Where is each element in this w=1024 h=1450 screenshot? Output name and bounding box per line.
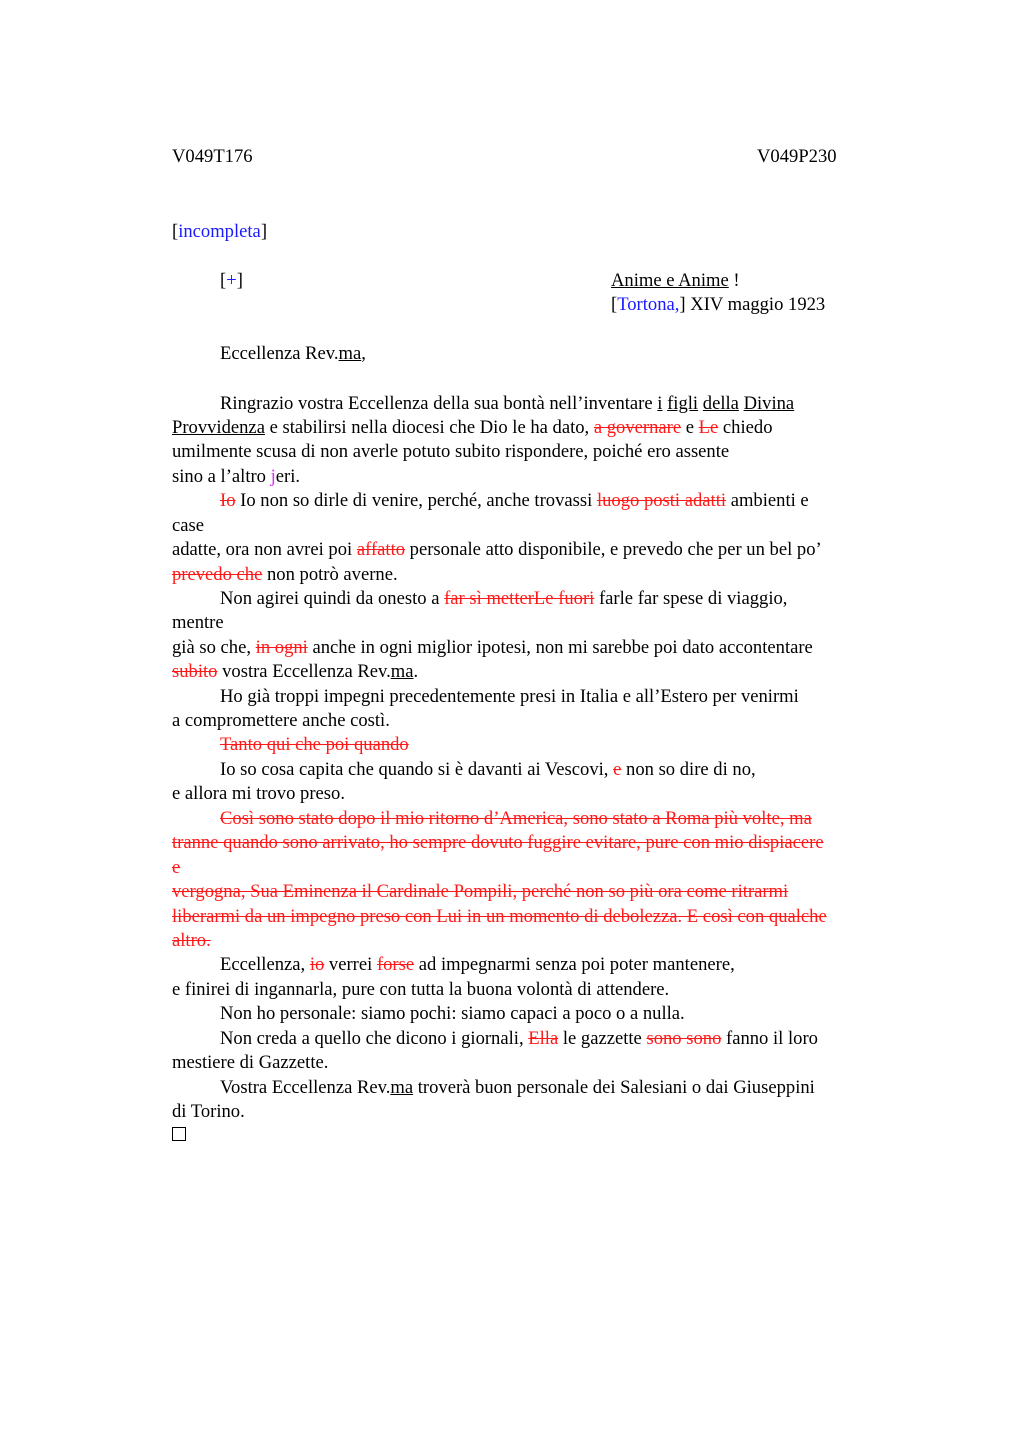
salutation-abbrev: ma	[338, 343, 362, 364]
deleted-text: affatto	[356, 539, 406, 560]
underlined-word: Divina	[743, 393, 795, 414]
p7-deleted-line1: Così sono stato dopo il mio ritorno d’America, sono stato a Roma più volte, ma	[220, 808, 812, 829]
document-code-right: V049P230	[757, 146, 837, 167]
text: già so che,	[172, 637, 256, 658]
p7-deleted-line5: liberarmi da un impegno preso con Lui in un momento di debolezza. E così con qualche	[172, 906, 827, 927]
p1-line1	[220, 392, 794, 416]
deleted-text: in ogni	[255, 637, 308, 658]
deleted-text: forse	[376, 954, 415, 975]
deleted-text: sono sono	[646, 1028, 722, 1049]
text: chiedo	[718, 417, 773, 438]
place-text: Tortona,	[617, 294, 680, 315]
text: Io non so dirle di venire, perché, anche trovassi	[235, 490, 597, 511]
text: Vostra Eccellenza Rev.	[220, 1077, 391, 1098]
p4-line1: Ho già troppi impegni precedentemente presi in Italia e all’Estero per venirmi	[220, 686, 799, 707]
deleted-text: Ella	[528, 1028, 559, 1049]
text: adatte, ora non avrei poi	[172, 539, 357, 560]
deleted-text: prevedo che	[172, 564, 263, 585]
p7-deleted-line2: tranne quando sono arrivato, ho sempre dovuto fuggire evitare, pure con mio dispiacere	[172, 832, 824, 853]
text: Io so cosa capita che quando si è davanti ai Vescovi,	[220, 759, 614, 780]
underlined-word: figli	[667, 393, 699, 414]
salutation-text: Eccellenza Rev.	[220, 343, 339, 364]
p7-deleted-line4: vergogna, Sua Eminenza il Cardinale Pompili, perché non so più ora come ritrarmi	[172, 881, 789, 902]
text: farle far spese di viaggio,	[594, 588, 788, 609]
text: le gazzette	[558, 1028, 647, 1049]
p3-line2: mentre	[172, 612, 224, 633]
p1-line3: umilmente scusa di non averle potuto subito rispondere, poiché ero assente	[172, 441, 730, 462]
text: Ringrazio vostra Eccellenza della sua bontà nell’inventare	[220, 393, 658, 414]
corrected-letter: j	[270, 466, 276, 487]
deleted-text: e	[613, 759, 622, 780]
cross-mark	[220, 270, 243, 292]
p5-deleted-line: Tanto qui che poi quando	[220, 734, 409, 755]
bracket-close: ]	[260, 221, 268, 242]
bracket-close: ]	[236, 270, 243, 291]
text: verrei	[324, 954, 377, 975]
p8-line1	[220, 953, 735, 977]
p3-line1	[220, 587, 787, 611]
text: Non creda a quello che dicono i giornali,	[220, 1028, 529, 1049]
text: Eccellenza,	[220, 954, 310, 975]
square-icon	[172, 1127, 186, 1141]
p3-line3	[172, 636, 813, 660]
text: non so dire di no,	[621, 759, 756, 780]
text: e	[681, 417, 699, 438]
p11-line2: di Torino.	[172, 1101, 245, 1122]
text: sino a l’altro	[172, 466, 271, 487]
underlined-abbrev: ma	[390, 1077, 414, 1098]
deleted-text: luogo posti adatti	[596, 490, 727, 511]
bracket-open: [	[172, 221, 179, 242]
deleted-text: Le	[698, 417, 719, 438]
status-note	[172, 221, 267, 243]
p3-line4	[172, 660, 418, 684]
p1-line4	[172, 465, 300, 489]
p2-line4	[172, 563, 398, 587]
deleted-text: Io	[220, 490, 236, 511]
text: vostra Eccellenza Rev.	[217, 661, 391, 682]
text: fanno il loro	[721, 1028, 818, 1049]
date-text: ] XIV maggio 1923	[679, 294, 826, 315]
bracket-open: [	[220, 270, 227, 291]
text: ad impegnarmi senza poi poter mantenere,	[414, 954, 735, 975]
p11-line1	[220, 1076, 815, 1100]
p7-deleted-line6: altro.	[172, 930, 211, 951]
p10-line2: mestiere di Gazzette.	[172, 1052, 329, 1073]
p2-line3	[172, 538, 822, 562]
place-date	[611, 294, 825, 316]
underlined-word: della	[702, 393, 739, 414]
deleted-text: io	[309, 954, 325, 975]
motto-text: Anime e Anime	[611, 270, 729, 291]
deleted-text: far sì metterLe fuori	[444, 588, 595, 609]
p4-line2: a compromettere anche costì.	[172, 710, 390, 731]
salutation	[220, 343, 366, 365]
underlined-word: Provvidenza	[172, 417, 265, 438]
motto-suffix: !	[728, 270, 740, 291]
cross-symbol: +	[226, 270, 237, 291]
end-box-icon	[172, 1124, 186, 1148]
deleted-text: subito	[172, 661, 218, 682]
text: ambienti e	[726, 490, 809, 511]
text: anche in ogni miglior ipotesi, non mi sarebbe poi dato accontentare	[307, 637, 813, 658]
document-code-left: V049T176	[172, 146, 253, 167]
p8-line2: e finirei di ingannarla, pure con tutta la buona volontà di attendere.	[172, 979, 670, 1000]
p1-line2	[172, 416, 773, 440]
p10-line1	[220, 1027, 818, 1051]
text: personale atto disponibile, e prevedo che per un bel po’	[405, 539, 822, 560]
text: eri.	[275, 466, 301, 487]
text: non potrò averne.	[262, 564, 398, 585]
text: .	[413, 661, 419, 682]
underlined-abbrev: ma	[390, 661, 414, 682]
text: e stabilirsi nella diocesi che Dio le ha dato,	[264, 417, 594, 438]
p2-line2: case	[172, 515, 204, 536]
p6-line1	[220, 758, 756, 782]
salutation-comma: ,	[361, 343, 366, 364]
p9-line1: Non ho personale: siamo pochi: siamo capaci a poco o a nulla.	[220, 1003, 685, 1024]
underlined-word: i	[657, 393, 663, 414]
p6-line2: e allora mi trovo preso.	[172, 783, 345, 804]
status-note-text: incompleta	[178, 221, 261, 242]
deleted-text: a governare	[593, 417, 682, 438]
p2-line1	[220, 489, 809, 513]
text: troverà buon personale dei Salesiani o dai Giuseppini	[413, 1077, 815, 1098]
text: Non agirei quindi da onesto a	[220, 588, 445, 609]
p7-deleted-line3: e	[172, 857, 181, 878]
bracket-open: [	[611, 294, 618, 315]
letter-motto	[611, 270, 740, 292]
